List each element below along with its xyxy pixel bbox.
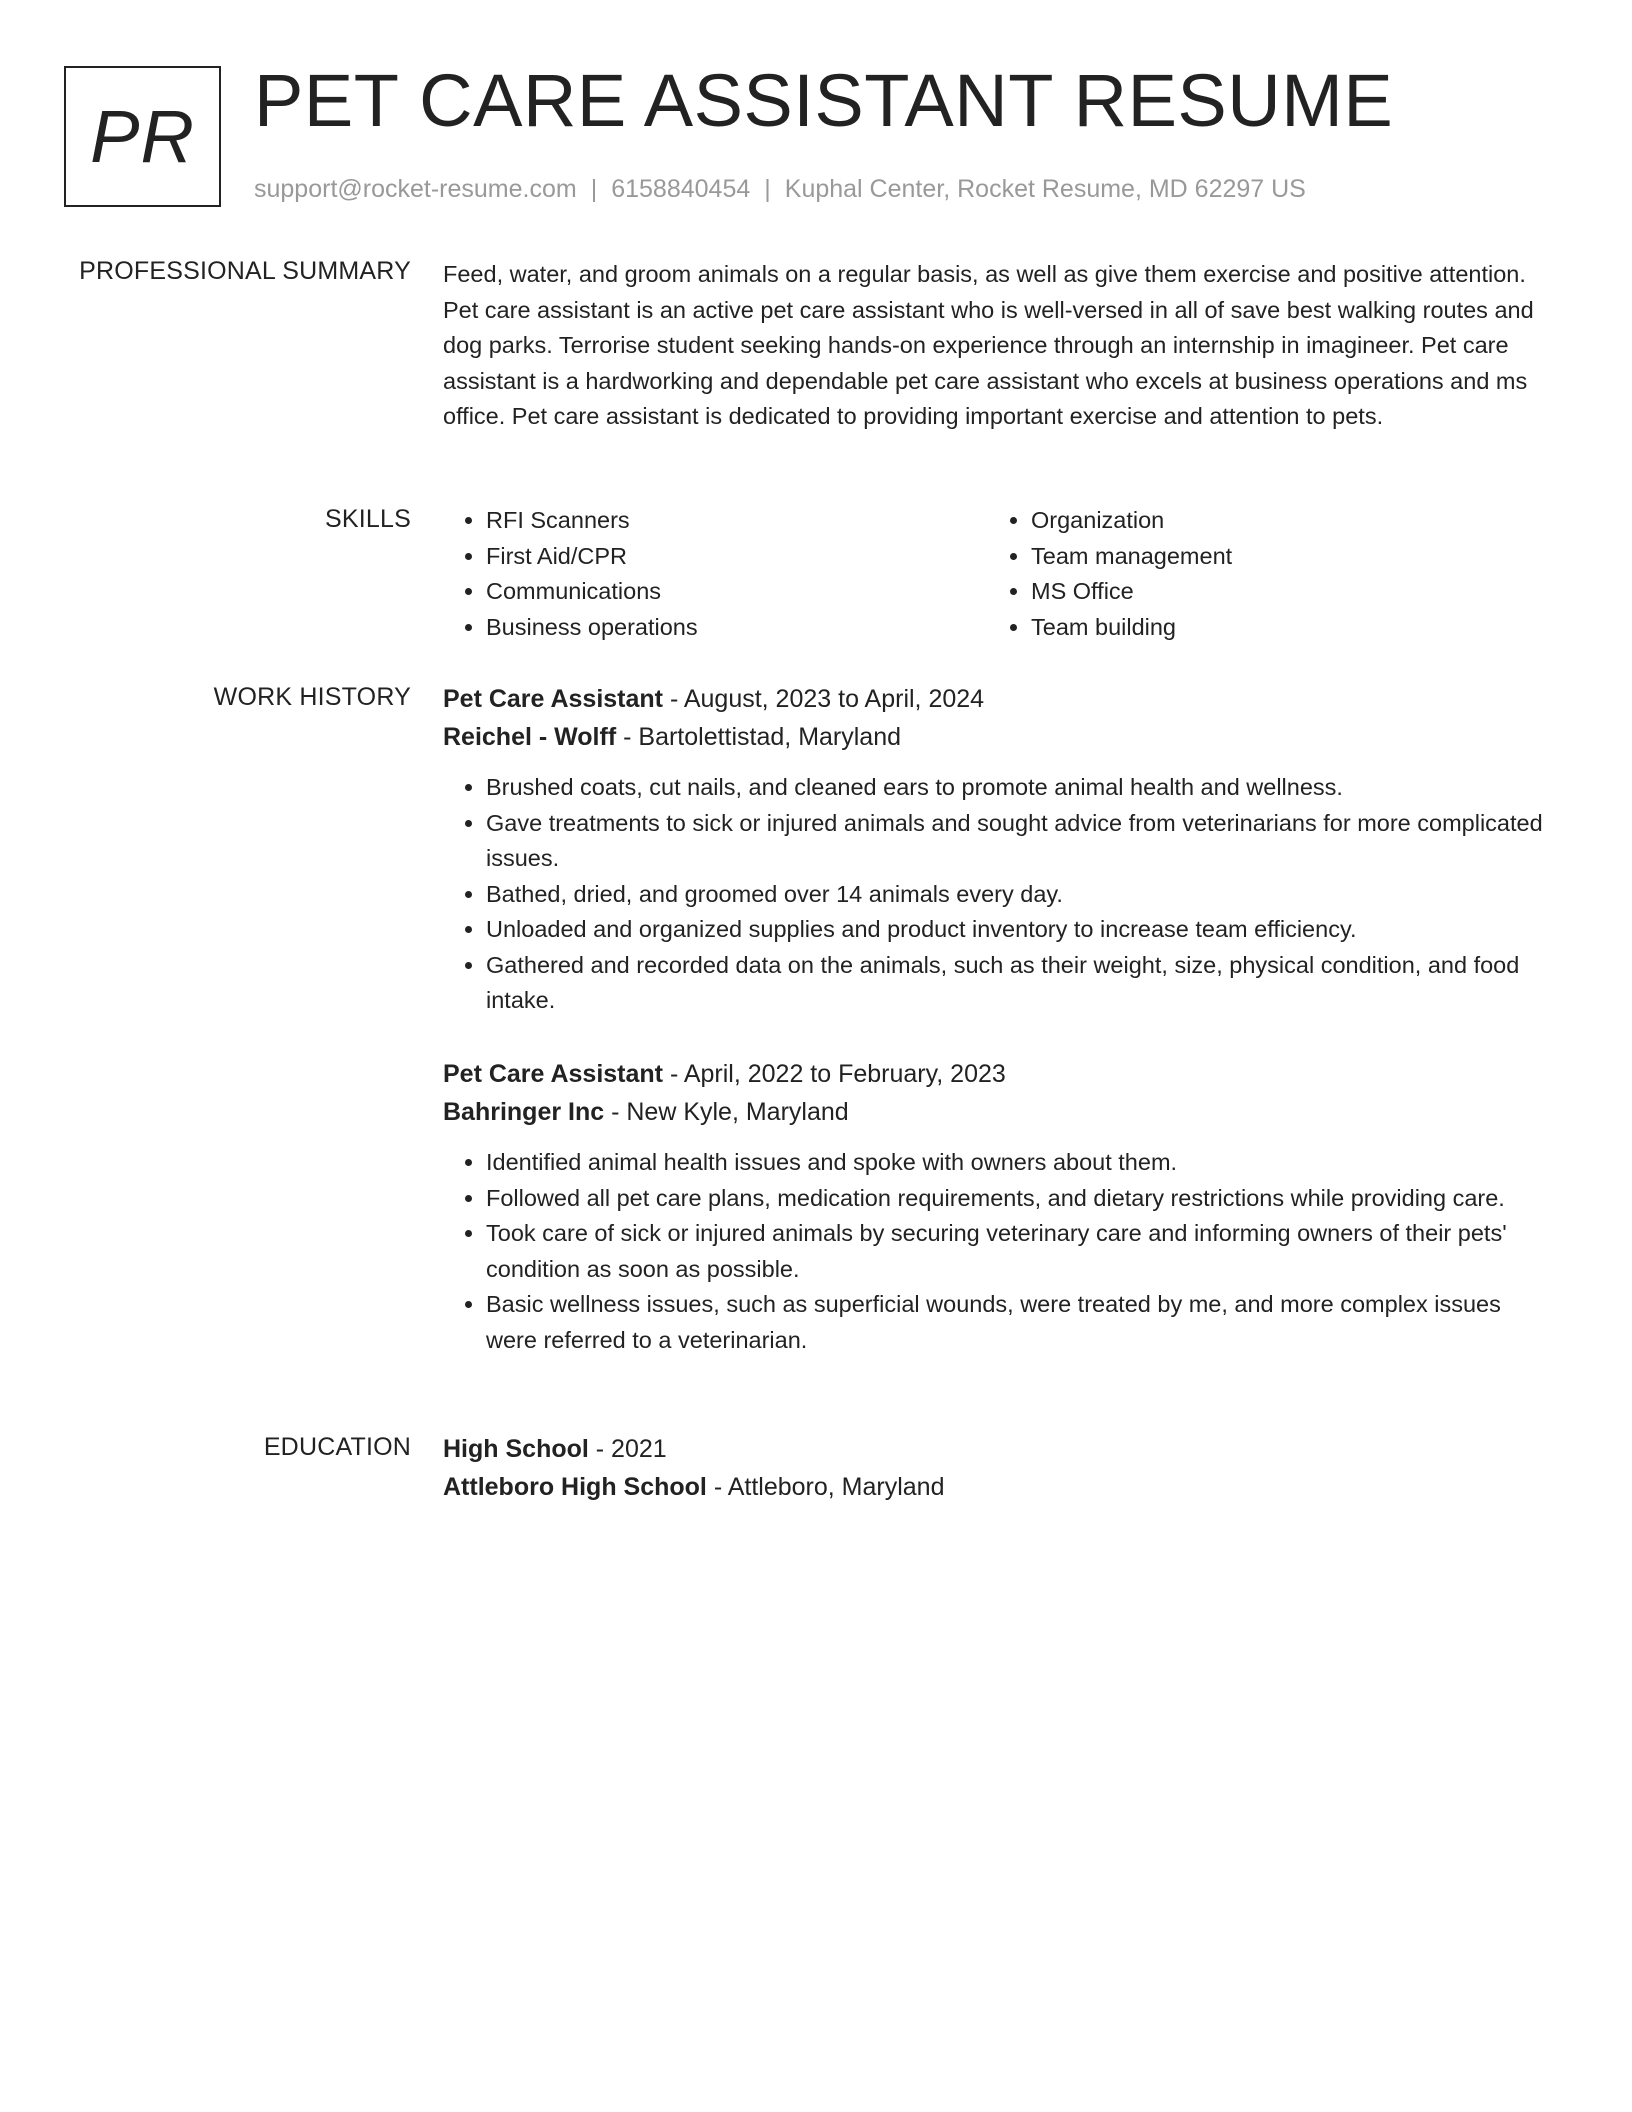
skill-item: • Organization <box>1031 503 1232 539</box>
contact-separator: | <box>764 175 771 203</box>
skill-item: • Business operations <box>486 610 988 646</box>
employer-location: - New Kyle, Maryland <box>604 1098 849 1126</box>
job-title-line <box>443 1055 1555 1093</box>
job-bullet: • Brushed coats, cut nails, and cleaned ears to promote animal health and wellness. <box>486 770 1555 806</box>
contact-line <box>254 173 1306 205</box>
employer-line <box>443 718 1555 756</box>
skill-item: • Team building <box>1031 610 1232 646</box>
contact-address: Kuphal Center, Rocket Resume, MD 62297 US <box>784 175 1306 203</box>
skills-column-1 <box>443 503 988 645</box>
skill-item: • MS Office <box>1031 574 1232 610</box>
job-entry <box>443 680 1555 1019</box>
job-bullet: • Identified animal health issues and spoke with owners about them. <box>486 1145 1555 1181</box>
job-bullet: • Basic wellness issues, such as superficial wounds, were treated by me, and more complex issues were referred to a veterinarian. <box>486 1287 1555 1358</box>
school-location: - Attleboro, Maryland <box>706 1473 945 1501</box>
degree: High School <box>443 1435 589 1463</box>
skills-label: SKILLS <box>325 505 411 533</box>
job-dates: - April, 2022 to February, 2023 <box>663 1060 1006 1088</box>
graduation-year: - 2021 <box>588 1435 667 1463</box>
monogram-logo: PR <box>64 66 221 207</box>
resume-title: PET CARE ASSISTANT RESUME <box>254 59 1394 142</box>
skills-column-2 <box>988 503 1232 645</box>
work-body <box>443 680 1555 1019</box>
job-bullet: • Bathed, dried, and groomed over 14 animals every day. <box>486 877 1555 913</box>
skill-item: • Communications <box>486 574 988 610</box>
job-bullet: • Gave treatments to sick or injured animals and sought advice from veterinarians for more complicated issues. <box>486 806 1555 877</box>
work-body-2 <box>443 1055 1555 1358</box>
job-bullets <box>443 1145 1555 1358</box>
job-bullet: • Followed all pet care plans, medication requirements, and dietary restrictions while providing care. <box>486 1181 1555 1217</box>
summary-body <box>443 257 1555 435</box>
education-body <box>443 1430 1555 1506</box>
school-line <box>443 1468 1555 1506</box>
job-title-line <box>443 680 1555 718</box>
summary-label: PROFESSIONAL SUMMARY <box>79 257 411 285</box>
job-title: Pet Care Assistant <box>443 1060 663 1088</box>
skills-body <box>443 503 1555 645</box>
job-entry <box>443 1055 1555 1358</box>
school-name: Attleboro High School <box>443 1473 707 1501</box>
employer-name: Reichel - Wolff <box>443 723 617 751</box>
degree-line <box>443 1430 1555 1468</box>
contact-email[interactable]: support@rocket-resume.com <box>254 175 577 203</box>
employer-line <box>443 1093 1555 1131</box>
employer-location: - Bartolettistad, Maryland <box>616 723 902 751</box>
job-bullet: • Took care of sick or injured animals by securing veterinary care and informing owners of their pets' condition as soon as possible. <box>486 1216 1555 1287</box>
job-dates: - August, 2023 to April, 2024 <box>663 685 985 713</box>
skill-item: • RFI Scanners <box>486 503 988 539</box>
contact-phone[interactable]: 6158840454 <box>611 175 751 203</box>
contact-separator: | <box>590 175 598 203</box>
employer-name: Bahringer Inc <box>443 1098 605 1126</box>
summary-text: Feed, water, and groom animals on a regular basis, as well as give them exercise and positive attention. Pet care assistant is an active pet care assistant who is well-versed in all of save best walking routes and dog parks. Terrorise student seeking hands-on experience through an internship in imagineer. Pet care assistant is a hardworking and dependable pet care assistant who excels at business operations and ms office. Pet care assistant is dedicated to providing important exercise and attention to pets. <box>443 261 1534 429</box>
work-label: WORK HISTORY <box>213 683 411 711</box>
job-bullets <box>443 770 1555 1019</box>
job-bullet: • Gathered and recorded data on the animals, such as their weight, size, physical condition, and food intake. <box>486 948 1555 1019</box>
job-bullet: • Unloaded and organized supplies and product inventory to increase team efficiency. <box>486 912 1555 948</box>
job-title: Pet Care Assistant <box>443 685 663 713</box>
skill-item: • Team management <box>1031 539 1232 575</box>
skill-item: • First Aid/CPR <box>486 539 988 575</box>
education-label: EDUCATION <box>263 1433 411 1461</box>
